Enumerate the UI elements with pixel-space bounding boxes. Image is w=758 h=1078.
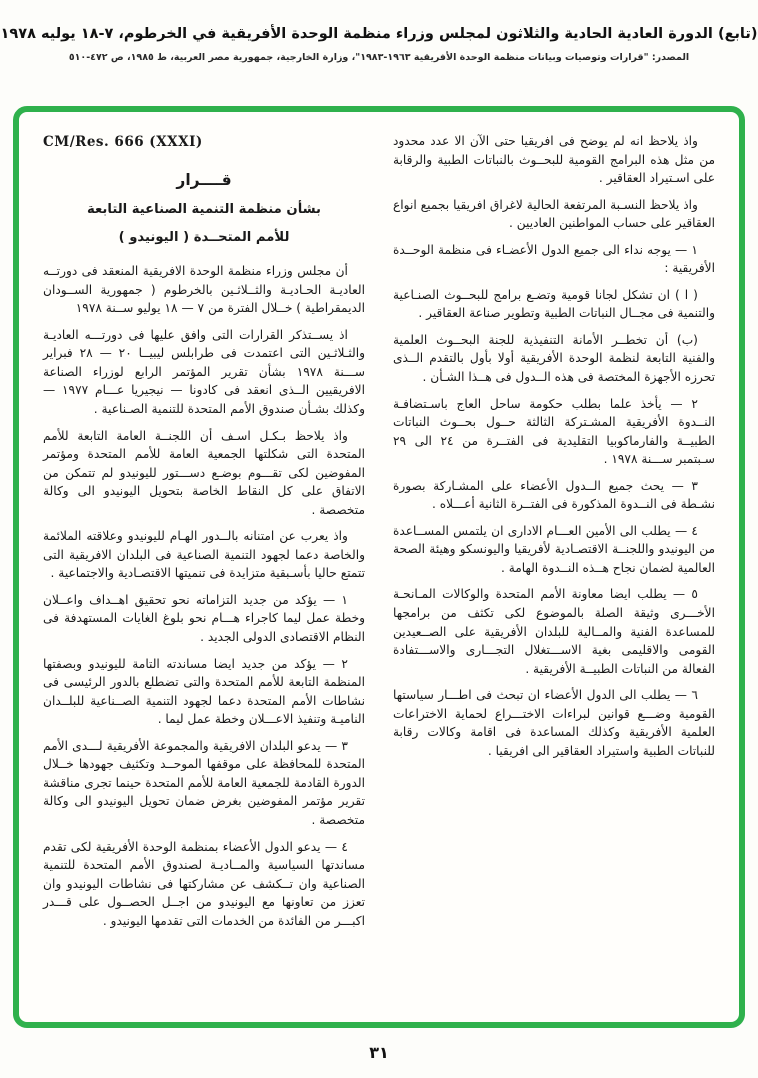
resolution-paragraph: واذ يعرب عن امتنانه بالــدور الهـام لليونيدو وعلاقته الملائمة والخاصة دعما لجهود التنمية الصناعية فى البلدان الافريقية التى تتمتع حاليا بأسـبقية متزايدة فى تنميتها الاقتصـادية والاجتماعية . (43, 529, 365, 581)
page-header (0, 0, 758, 63)
continuation-paragraph: ٤ — يطلب الى الأمين العـــام الادارى ان يلتمس المســاعدة من اليونيدو واللجنــة الاقتصـادية لأفريقيا واليونسكو وهيئة الصحة العالمية لضمان نجاح هــذه النــدوة الهامة . (393, 523, 715, 575)
continuation-paragraph: ٢ — يأخذ علما بطلب حكومة ساحل العاج باسـتضافـة النــدوة الأفريقية المشـتركة الثالثة حــول بحــوث النباتات الطبيــة والفارماكوبيا التقليدية فى الفتــرة من ٢٤ الى ٢٩ سـبتمبر ســـنة ١٩٧٨ . (393, 396, 715, 467)
resolution-paragraph: ٢ — يؤكد من جديد ايضا مساندته التامة لليونيدو وبصفتها المنظمة التابعة للأمم المتحدة والتى تضطلع بالدور الرئيسى فى نشاطات الأمم المتحدة دعما لجهود التنمية الصــناعية للبلــدان الناميـة وتنفيذ الاعـــلان وخطة عمل ليما . (43, 656, 365, 727)
page-header-title: (تابع) الدورة العادية الحادية والثلاثون لمجلس وزراء منظمة الوحدة الأفريقية في الخرطوم، ٧-١٨ يوليه ١٩٧٨ (0, 26, 758, 42)
document-columns (43, 132, 715, 1014)
continuation-column (393, 132, 715, 1014)
resolution-paragraph: ٣ — يدعو البلدان الافريقية والمجموعة الأفريقية لـــدى الأمم المتحدة للمحافظة على موقفها الموحــد وتكثيف جهودها خــلال الدورة القادمة للجمعية العامة للأمم المتحدة حينما تجرى مناقشة تقرير مؤتمر المفوضين بغرض ضمان تحويل اليونيدو الى وكالة متخصصة . (43, 738, 365, 827)
resolution-column (43, 132, 365, 1014)
page-number: ٣١ (369, 1043, 389, 1062)
continuation-paragraph: (ب) أن تخطــر الأمانة التنفيذية للجنة البحــوث العلمية والفنية التابعة لنظمة الوحدة الأفريقية أولا بأول بالتقدم الــذى تحرزه الأجهزة المختصة فى هذه الــدول فى هــذا الشـأن . (393, 332, 715, 385)
resolution-paragraph: أن مجلس وزراء منظمة الوحدة الافريقية المنعقد فى دورتــه العاديـة الحـاديـة والثــلاثـين بالخرطوم ( جمهورية الســودان الديمقراطية ) خــلال الفترة من ٧ — ١٨ يوليو ســنة ١٩٧٨ (43, 264, 365, 316)
resolution-title: قــــرار (176, 170, 232, 189)
continuation-paragraph: واذ يلاحظ انه لم يوضح فى افريقيا حتى الآن الا عدد محدود من مثل هذه البرامج القومية للبحــوث بالنباتات الطبية والرقابة على اسـتيراد العقاقير . (393, 134, 715, 186)
resolution-reference: CM/Res. 666 (XXXI) (43, 134, 203, 150)
resolution-subtitle-line2: للأمم المتحــدة ( اليونيدو ) (118, 230, 290, 246)
page-header-source: المصدر: "قرارات وتوصيات وبيانات منظمة الوحدة الأفريقية ١٩٦٣-١٩٨٣"، وزارة الخارجية، جمهورية مصر العربية، ط ١٩٨٥، ص ٤٧٢-٥١٠ (68, 52, 690, 63)
resolution-paragraph: ١ — يؤكد من جديد التزاماته نحو تحقيق اهــداف واعــلان وخطة عمل ليما كاجراء هـــام نحو بلوغ الغايات المستهدفة فى النظام الاقتصادى الدولى الجديد . (43, 592, 365, 645)
resolution-paragraph: ٤ — يدعو الدول الأعضاء بمنظمة الوحدة الأفريقية لكى تقدم مساندتها السياسية والمــاديـة لصندوق الأمم المتحدة للتنمية الصناعية وان تــكشف عن مشاركتها فى نشاطات اليونيدو وان تعزز من تعاونها مع اليونيدو من اجــل الحصــول على قـــدر اكبـــر من الفائدة من الخدمات التى تقدمها اليونيدو . (43, 839, 365, 928)
continuation-paragraph: ( ا ) ان تشكل لجانا قومية وتضـع برامج للبحــوث الصنـاعية والتنمية فى مجــال النباتات الطبية وتطوير صناعة العقاقير . (393, 287, 715, 321)
continuation-paragraph: ٥ — يطلب ايضا معاونة الأمم المتحدة والوكالات المـانحـة الأخـــرى وثيقة الصلة بالموضوع لكى تكثف من برامجها للمساعدة الفنية والمــالية للبلدان الأفريقية على الصــعيدين القومى والاقليمى بغية الاســـتغلال التجـــارى والاســـتفادة الفعالة من النباتات الطبيــة الأفريقية . (393, 587, 715, 676)
continuation-paragraph: واذ يلاحظ النسـبة المرتفعة الحالية لاغراق افريقيا بجميع انواع العقاقير على حساب المواطنين العاديين . (393, 197, 715, 231)
resolution-subtitle-line1: بشأن منظمة التنمية الصناعية التابعة (86, 202, 322, 218)
resolution-paragraph: واذ يلاحظ بـكـل اسـف أن اللجنــة العامة التابعة للأمم المتحدة التى شكلتها الجمعية العامة للأمم المتحدة ومؤتمر المفوضين لكى تقـــوم بوضـع دســـتور لليونيدو لم تتمكن من الاتفاق على كل النقاط الخاصة بتحويل اليونيدو الى وكالة متخصصة . (43, 428, 365, 517)
continuation-paragraph: ١ — يوجه نداء الى جميع الدول الأعضـاء فى منظمة الوحــدة الأفريقية : (393, 242, 715, 276)
continuation-paragraph: ٦ — يطلب الى الدول الأعضاء ان تبحث فى اطـــار سياستها القومية وضـــع قوانين لبراءات الاختـــراع لحماية الاختراعات العلمية الأفريقية وكذلك المساعدة فى اقامة وكالات رقابة للنباتات الطبية واستيراد العقاقير الى افريقيا . (393, 688, 715, 758)
continuation-paragraph: ٣ — يحث جميع الــدول الأعضاء على المشـاركة بصورة نشـطة فى النــدوة المذكورة فى الفتــرة الثانية أعـــلاه . (393, 478, 715, 512)
document-frame (13, 106, 745, 1028)
resolution-paragraph: اذ يســتذكر القرارات التى وافق عليها فى دورتـــه العاديـة والثـلاثـين التى اعتمدت فى طرابلس ليبيــا ٢٠ — ٢٨ فبراير ســـنة ١٩٧٨ بشأن تقرير المؤتمر الرابع لوزراء الصناعة الافريقيين الــذى انعقد فى كادونا — نيجيريا عـــام ١٩٧٧ — وكذلك بشـأن صندوق الأمم المتحدة للتنمية الصـناعية . (43, 327, 366, 417)
